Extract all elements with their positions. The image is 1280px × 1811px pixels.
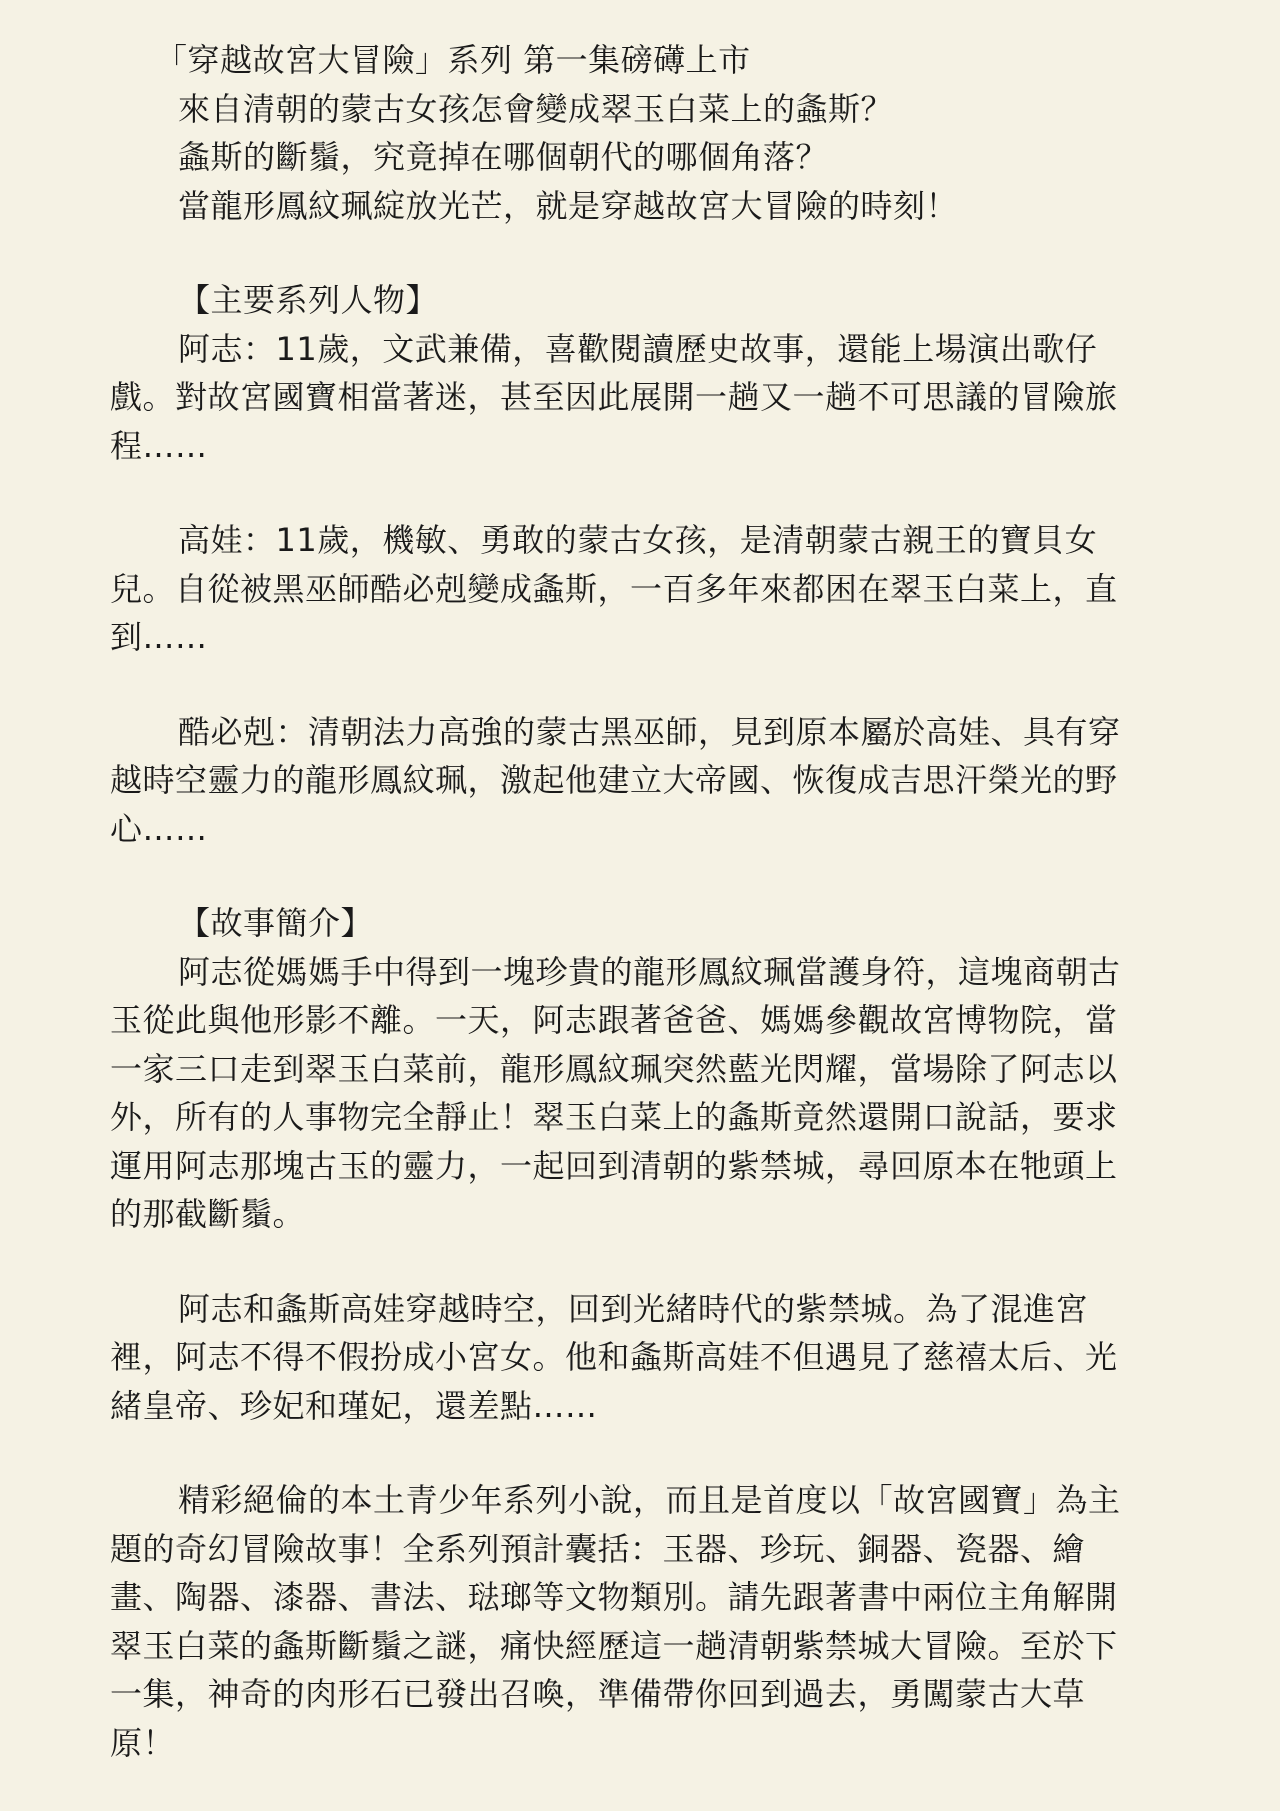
paragraph-line: 精彩絕倫的本土青少年系列小說，而且是首度以「故宮國寶」為主 [178,1481,1121,1519]
paragraph-line: 一集，神奇的肉形石已發出召喚，準備帶你回到過去，勇闖蒙古大草 [110,1675,1086,1713]
paragraph-line: 高娃：11歲，機敏、勇敢的蒙古女孩，是清朝蒙古親王的寶貝女 [178,521,1098,559]
paragraph-line: 緒皇帝、珍妃和瑾妃，還差點…… [110,1386,598,1425]
headline: 「穿越故宮大冒險」系列 第一集磅礡上市 [155,41,751,79]
synopsis-section [110,899,1185,1767]
paragraph-line: 兒。自從被黑巫師酷必剋變成螽斯，一百多年來都困在翠玉白菜上，直 [110,569,1118,608]
paragraph-line: 玉從此與他形影不離。一天，阿志跟著爸爸、媽媽參觀故宮博物院，當 [110,1001,1118,1039]
paragraph-line: 阿志：11歲，文武兼備，喜歡閱讀歷史故事，還能上場演出歌仔 [178,329,1098,368]
tagline: 當龍形鳳紋珮綻放光芒，就是穿越故宮大冒險的時刻！ [178,186,959,225]
section-heading-characters: 【主要系列人物】 [178,281,439,319]
book-description [110,36,1185,1767]
paragraph-line: 到…… [110,618,208,656]
paragraph-line: 酷必剋：清朝法力高強的蒙古黑巫師，見到原本屬於高娃、具有穿 [178,712,1121,751]
tagline: 來自清朝的蒙古女孩怎會變成翠玉白菜上的螽斯？ [178,89,894,128]
character-entry [110,708,1185,854]
synopsis-paragraph [110,948,1185,1239]
intro-section [110,36,1185,230]
paragraph-line: 題的奇幻冒險故事！全系列預計囊括：玉器、珍玩、銅器、瓷器、繪 [110,1529,1086,1568]
paragraph-line: 戲。對故宮國寶相當著迷，甚至因此展開一趟又一趟不可思議的冒險旅 [110,378,1118,416]
section-heading-synopsis: 【故事簡介】 [178,904,374,942]
synopsis-paragraph [110,1476,1185,1767]
paragraph-line: 的那截斷鬚。 [110,1195,306,1233]
paragraph-line: 越時空靈力的龍形鳳紋珮，激起他建立大帝國、恢復成吉思汗榮光的野 [110,761,1118,799]
paragraph-line: 阿志從媽媽手中得到一塊珍貴的龍形鳳紋珮當護身符，這塊商朝古 [178,952,1121,991]
paragraph-line: 原！ [110,1723,176,1762]
paragraph-line: 畫、陶器、漆器、書法、琺瑯等文物類別。請先跟著書中兩位主角解開 [110,1578,1118,1616]
synopsis-paragraph [110,1285,1185,1431]
paragraph-line: 翠玉白菜的螽斯斷鬚之謎，痛快經歷這一趟清朝紫禁城大冒險。至於下 [110,1626,1118,1665]
characters-section [110,276,1185,853]
paragraph-line: 外，所有的人事物完全靜止！翠玉白菜上的螽斯竟然還開口說話，要求 [110,1098,1118,1136]
paragraph-line: 阿志和螽斯高娃穿越時空，回到光緒時代的紫禁城。為了混進宮 [178,1289,1089,1328]
paragraph-line: 心…… [110,809,208,848]
character-entry [110,325,1185,471]
tagline: 螽斯的斷鬚，究竟掉在哪個朝代的哪個角落？ [178,138,829,176]
paragraph-line: 運用阿志那塊古玉的靈力，一起回到清朝的紫禁城，尋回原本在牠頭上 [110,1146,1118,1185]
paragraph-line: 裡，阿志不得不假扮成小宮女。他和螽斯高娃不但遇見了慈禧太后、光 [110,1338,1118,1376]
character-entry [110,516,1185,662]
paragraph-line: 一家三口走到翠玉白菜前，龍形鳳紋珮突然藍光閃耀，當場除了阿志以 [110,1049,1118,1088]
paragraph-line: 程…… [110,426,208,465]
